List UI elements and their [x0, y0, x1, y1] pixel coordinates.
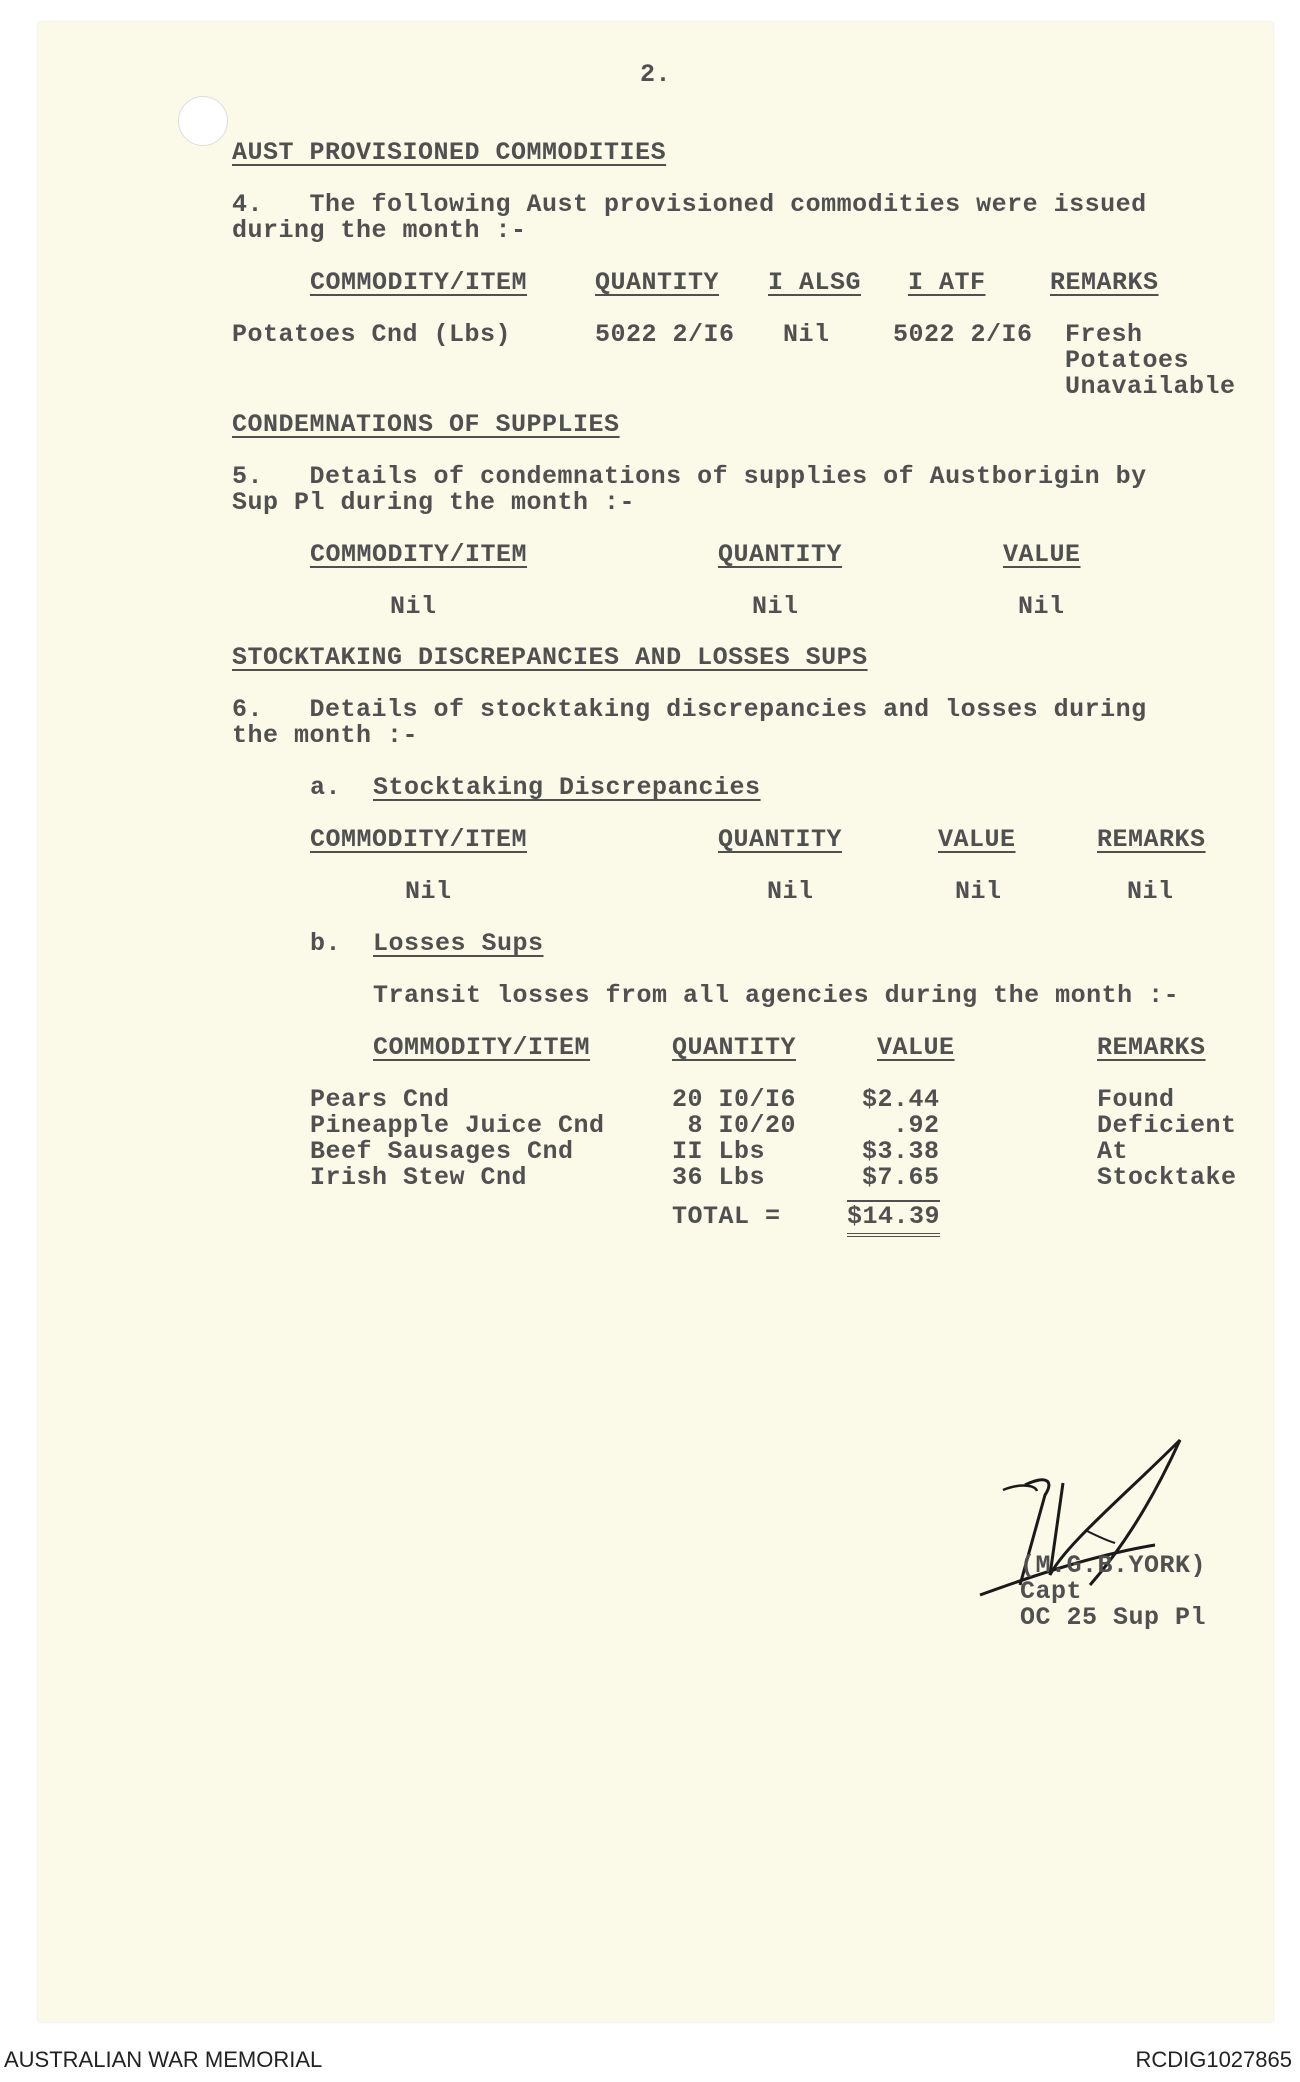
- table-row-value: $2.44: [862, 1085, 940, 1114]
- table-row-remarks: Stocktake: [1097, 1163, 1237, 1192]
- section-6-heading: STOCKTAKING DISCREPANCIES AND LOSSES SUPS: [232, 643, 868, 672]
- s6a-header-commodity: COMMODITY/ITEM: [310, 825, 528, 854]
- footer-right: RCDIG1027865: [1135, 2047, 1292, 2072]
- s4-header-commodity: COMMODITY/ITEM: [310, 268, 528, 297]
- table-row-item: Irish Stew Cnd: [310, 1163, 528, 1192]
- s4-header-quantity: QUANTITY: [595, 268, 720, 297]
- total-label: TOTAL =: [672, 1202, 781, 1231]
- signatory-name: (M.G.B.YORK): [1020, 1551, 1207, 1580]
- table-row-remarks: At: [1097, 1137, 1129, 1166]
- section-4-heading: AUST PROVISIONED COMMODITIES: [232, 138, 667, 167]
- s4-remarks-line1: Fresh: [1065, 320, 1143, 349]
- signatory-rank: Capt: [1020, 1577, 1083, 1606]
- table-row-value: $7.65: [862, 1163, 940, 1192]
- s6b-header-quantity: QUANTITY: [672, 1033, 797, 1062]
- table-row-quantity: 36 Lbs: [672, 1163, 766, 1192]
- s5-item: Nil: [390, 592, 437, 621]
- section-4-para-line1: 4. The following Aust provisioned commodities were issued: [232, 190, 1147, 219]
- section-5-para-line2: Sup Pl during the month :-: [232, 488, 636, 517]
- section-5-heading: CONDEMNATIONS OF SUPPLIES: [232, 410, 620, 439]
- s6a-item: Nil: [405, 877, 452, 906]
- page-number: 2.: [640, 60, 672, 89]
- s6a-title: Stocktaking Discrepancies: [373, 773, 761, 802]
- s6b-label: b.: [310, 929, 342, 958]
- s4-remarks-line3: Unavailable: [1065, 372, 1236, 401]
- table-row-item: Pears Cnd: [310, 1085, 450, 1114]
- s6b-title: Losses Sups: [373, 929, 544, 958]
- s5-header-value: VALUE: [1003, 540, 1081, 569]
- table-row-item: Pineapple Juice Cnd: [310, 1111, 605, 1140]
- table-row-value: .92: [862, 1111, 940, 1140]
- s6b-header-value: VALUE: [877, 1033, 955, 1062]
- s6a-header-value: VALUE: [938, 825, 1016, 854]
- s6a-label: a.: [310, 773, 342, 802]
- table-row-value: $3.38: [862, 1137, 940, 1166]
- footer-left: AUSTRALIAN WAR MEMORIAL: [4, 2047, 323, 2072]
- punch-hole: [178, 96, 228, 146]
- table-row-remarks: Found: [1097, 1085, 1175, 1114]
- s6a-header-remarks: REMARKS: [1097, 825, 1206, 854]
- table-row-quantity: II Lbs: [672, 1137, 766, 1166]
- section-6-para-line2: the month :-: [232, 721, 419, 750]
- section-6-para-line1: 6. Details of stocktaking discrepancies and losses during: [232, 695, 1147, 724]
- s6b-header-commodity: COMMODITY/ITEM: [373, 1033, 591, 1062]
- s4-atf: 5022 2/I6: [893, 320, 1033, 349]
- s6b-intro: Transit losses from all agencies during the month :-: [373, 981, 1180, 1010]
- s4-quantity: 5022 2/I6: [595, 320, 735, 349]
- s6a-remarks: Nil: [1127, 877, 1174, 906]
- s5-header-commodity: COMMODITY/ITEM: [310, 540, 528, 569]
- s5-header-quantity: QUANTITY: [718, 540, 843, 569]
- s5-quantity: Nil: [752, 592, 799, 621]
- s6a-value: Nil: [955, 877, 1002, 906]
- table-row-quantity: 8 I0/20: [672, 1111, 797, 1140]
- table-row-item: Beef Sausages Cnd: [310, 1137, 574, 1166]
- s5-value: Nil: [1018, 592, 1065, 621]
- s4-header-atf: I ATF: [908, 268, 986, 297]
- section-4-para-line2: during the month :-: [232, 216, 527, 245]
- s4-alsg: Nil: [783, 320, 830, 349]
- total-value: $14.39: [847, 1200, 940, 1237]
- s6a-header-quantity: QUANTITY: [718, 825, 843, 854]
- table-row-quantity: 20 I0/I6: [672, 1085, 797, 1114]
- section-5-para-line1: 5. Details of condemnations of supplies of Austborigin by: [232, 462, 1147, 491]
- s4-header-remarks: REMARKS: [1050, 268, 1159, 297]
- s4-item: Potatoes Cnd (Lbs): [232, 320, 512, 349]
- signatory-unit: OC 25 Sup Pl: [1020, 1603, 1207, 1632]
- s4-remarks-line2: Potatoes: [1065, 346, 1190, 375]
- s4-header-alsg: I ALSG: [768, 268, 862, 297]
- s6a-quantity: Nil: [767, 877, 814, 906]
- table-row-remarks: Deficient: [1097, 1111, 1237, 1140]
- s6b-header-remarks: REMARKS: [1097, 1033, 1206, 1062]
